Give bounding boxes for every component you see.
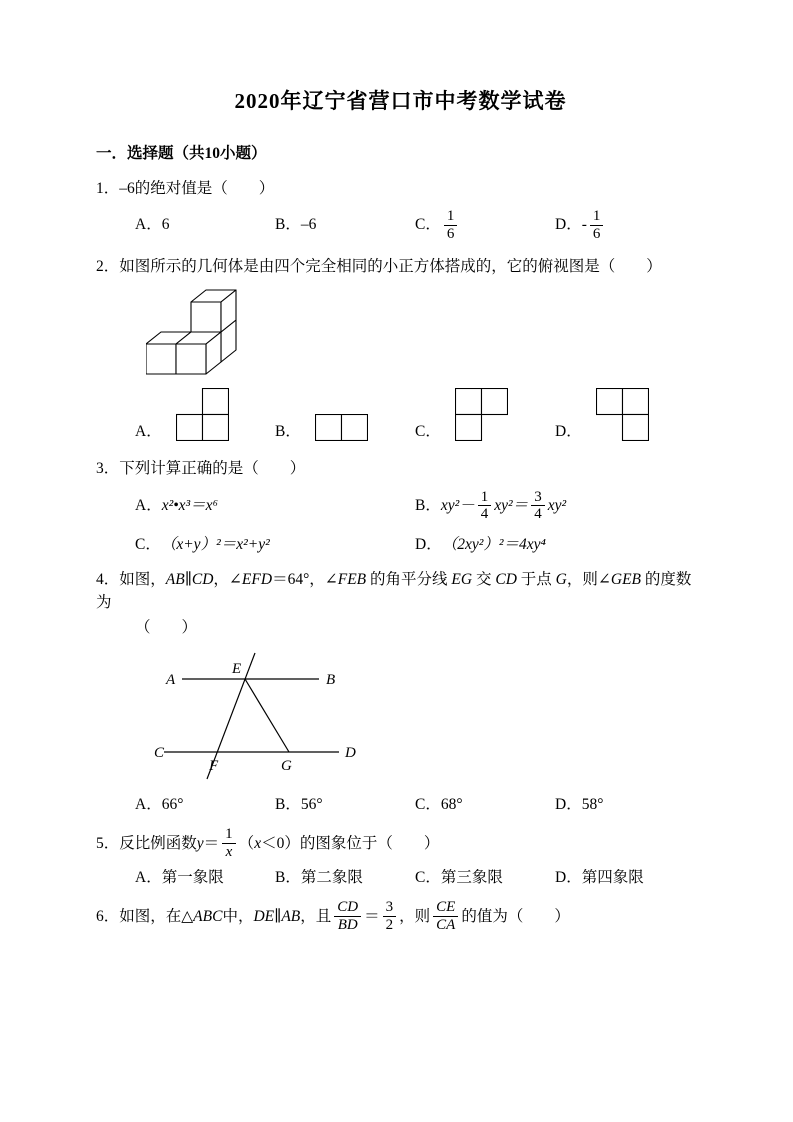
fraction: $\frac{1}{4}$: [478, 489, 492, 523]
q4-option-d: D．58°: [555, 795, 604, 813]
q3-option-a-expression: x²•x³＝x⁶: [161, 496, 218, 514]
q4-text: 交: [472, 570, 496, 588]
q6-var: DE: [253, 907, 275, 925]
question-1: [96, 177, 705, 245]
q3-option-c-label: C．: [135, 535, 161, 553]
q3-option-d-label: D．: [415, 535, 442, 553]
q2-option-c-figure: [455, 388, 508, 441]
question-6-stem: [96, 899, 705, 933]
question-4-options: [135, 792, 705, 816]
q2-option-b-figure: [315, 414, 368, 441]
page-title: 2020年辽宁省营口市中考数学试卷: [234, 89, 567, 113]
q2-option-d-label: D．: [555, 422, 582, 440]
q3-option-d: [415, 532, 695, 558]
question-3: [96, 457, 705, 557]
q2-option-c: [415, 388, 555, 441]
q4-var: EFD: [241, 570, 273, 588]
question-5: [96, 826, 705, 889]
q4-var: CD: [191, 570, 214, 588]
question-1-options: [135, 205, 705, 245]
q4-var: CD: [495, 570, 517, 588]
q1-option-a: A．6: [135, 216, 170, 234]
q6-text: ∥: [274, 907, 282, 925]
q4-geometry-figure: [154, 647, 384, 782]
q3-option-c: [135, 532, 415, 558]
question-4-answer-blank: （ ）: [135, 619, 198, 636]
q4-option-c: C．68°: [415, 795, 463, 813]
question-3-options-row2: [135, 532, 705, 558]
q4-label-G: G: [281, 758, 292, 775]
q3-option-b: [415, 486, 695, 526]
question-3-options-row1: [135, 486, 705, 526]
q5-text: ＝: [203, 834, 220, 852]
q4-text: ＝64°，∠: [272, 570, 338, 588]
q4-var: G: [555, 570, 567, 588]
fraction: $\frac{3}{2}$: [383, 899, 397, 933]
q6-var: AB: [281, 907, 301, 925]
q6-text: 6．如图，在△: [96, 907, 194, 925]
q2-option-d: [555, 388, 695, 441]
q2-option-b: [275, 414, 415, 441]
q6-text: ＝: [364, 907, 380, 925]
q4-text: ，∠: [213, 570, 242, 588]
fraction: $\frac{1}{6}$: [444, 208, 458, 242]
q6-text: 中，: [222, 907, 254, 925]
question-4-stem-line1: [96, 568, 705, 591]
question-2-stem: 2．如图所示的几何体是由四个完全相同的小正方体搭成的，它的俯视图是（ ）: [96, 258, 662, 275]
fraction: $\frac{1}{x}$: [222, 826, 236, 860]
q4-label-F: F: [209, 758, 219, 775]
q4-text: 于点: [516, 570, 556, 588]
q4-text: 的角平分线: [366, 570, 452, 588]
fraction: $\frac{1}{6}$: [590, 208, 604, 242]
question-2: [96, 255, 705, 441]
question-3-stem: 3．下列计算正确的是（ ）: [96, 460, 306, 478]
q4-option-a: A．66°: [135, 795, 184, 813]
question-4-stem-line2: 为: [96, 593, 112, 611]
q3-option-b-label: B．: [415, 496, 441, 514]
q1-option-b: B．–6: [275, 216, 317, 234]
q6-var: ABC: [193, 907, 223, 925]
q1-option-c: [415, 208, 555, 242]
q1-option-d-label: D．: [555, 216, 582, 234]
q4-label-E: E: [232, 661, 242, 678]
q5-text: ＜0）的图象位于（ ）: [261, 834, 440, 852]
q4-var: AB: [165, 570, 185, 588]
q5-text: 5．反比例函数: [96, 834, 197, 852]
q1-option-d: [555, 208, 695, 242]
q2-option-a-figure: [176, 388, 229, 441]
q5-var: y: [196, 834, 204, 852]
q3-option-c-expression: （x+y）²＝x²+y²: [160, 535, 270, 553]
fraction: $\frac{CE}{CA}$: [433, 899, 458, 933]
question-5-options: [135, 865, 705, 889]
q4-label-D: D: [345, 745, 356, 762]
q4-text: ，则∠: [566, 570, 611, 588]
q5-option-c: C．第三象限: [415, 868, 503, 886]
q5-option-d: D．第四象限: [555, 868, 644, 886]
q6-text: ，且: [300, 907, 332, 925]
q2-option-a-label: A．: [135, 422, 162, 440]
q4-text: 4．如图，: [96, 570, 166, 588]
q4-option-b: B．56°: [275, 795, 323, 813]
fraction: $\frac{CD}{BD}$: [334, 899, 361, 933]
q2-option-b-label: B．: [275, 422, 301, 440]
question-4: [96, 568, 705, 817]
q3-option-b-part3: xy²: [547, 496, 567, 514]
q4-text: 的度数: [641, 570, 692, 588]
q3-option-a: [135, 486, 415, 526]
q5-text: （: [238, 834, 255, 852]
q4-var: GEB: [610, 570, 642, 588]
q5-var: x: [254, 834, 262, 852]
section-heading: 一．选择题（共10小题）: [96, 144, 267, 162]
fraction: $\frac{3}{4}$: [531, 489, 545, 523]
question-2-options: [135, 388, 705, 441]
q5-option-b: B．第二象限: [275, 868, 363, 886]
question-1-stem: 1．–6的绝对值是（ ）: [96, 179, 275, 197]
q4-label-A: A: [166, 672, 176, 689]
q3-option-b-part2: xy²＝: [494, 496, 529, 514]
q4-text: ∥: [184, 570, 192, 588]
q2-cube-solid-figure: [146, 284, 246, 376]
q3-option-b-part1: xy²－: [440, 496, 475, 514]
q4-label-C: C: [154, 745, 165, 762]
q5-option-a: A．第一象限: [135, 868, 224, 886]
q2-option-a: [135, 388, 275, 441]
q3-option-d-expression: （2xy²）²＝4xy⁴: [441, 535, 546, 553]
q6-text: 的值为（ ）: [461, 907, 570, 925]
q2-option-c-label: C．: [415, 422, 441, 440]
q3-option-a-label: A．: [135, 496, 162, 514]
minus-sign: -: [581, 216, 587, 234]
question-5-stem: [96, 826, 705, 860]
q4-label-B: B: [326, 672, 336, 689]
q4-var: EG: [451, 570, 473, 588]
q6-text: ，则: [399, 907, 431, 925]
q4-var: FEB: [337, 570, 367, 588]
q1-option-c-label: C．: [415, 216, 441, 234]
q2-option-d-figure: [596, 388, 649, 441]
question-6: [96, 899, 705, 933]
